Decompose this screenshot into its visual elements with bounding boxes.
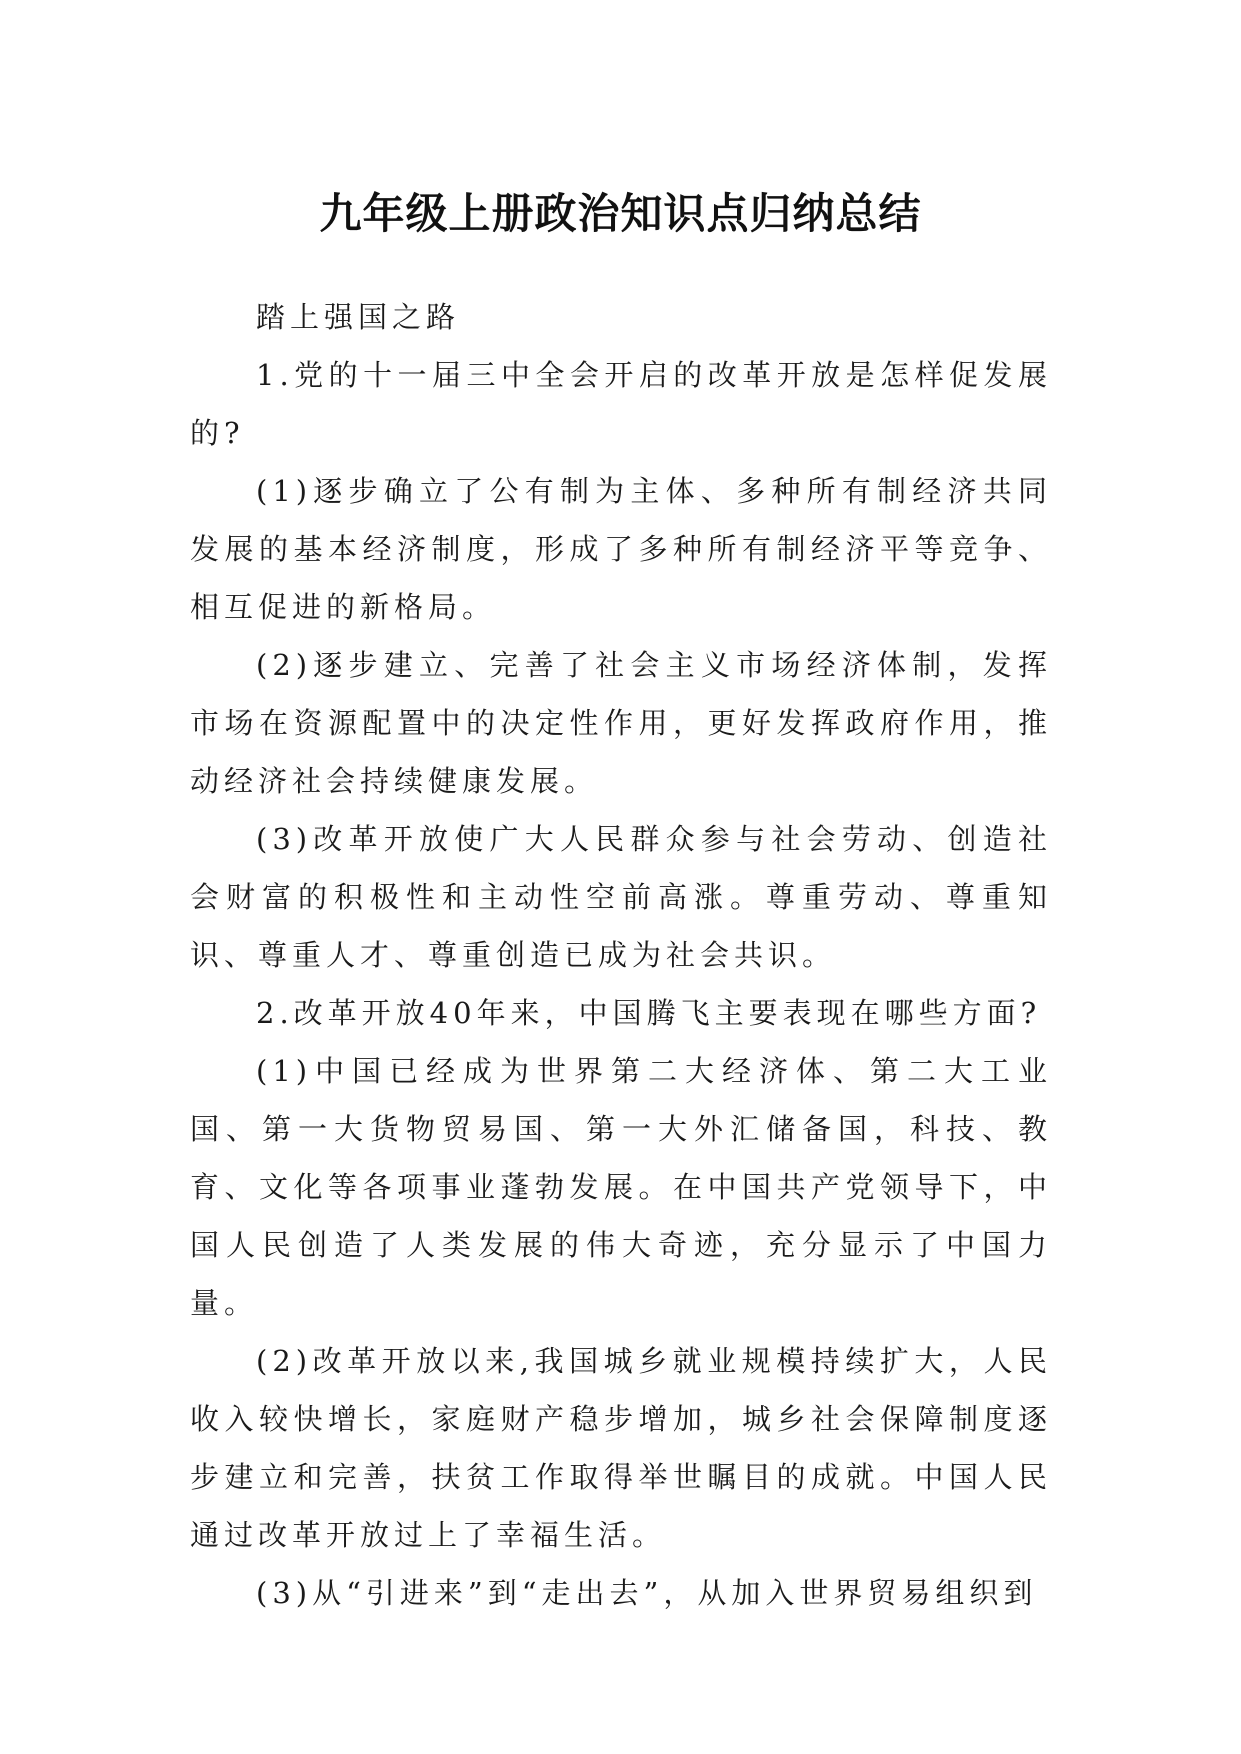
answer-1-point-1: (1)逐步确立了公有制为主体、多种所有制经济共同发展的基本经济制度，形成了多种所有制经济平等竞争、相互促进的新格局。 (190, 474, 1052, 624)
answer-2-point-1: (1)中国已经成为世界第二大经济体、第二大工业国、第一大货物贸易国、第一大外汇储备国，科技、教育、文化等各项事业蓬勃发展。在中国共产党领导下，中国人民创造了人类发展的伟大奇迹，充分显示了中国力量。 (190, 1054, 1052, 1320)
question-1: 1.党的十一届三中全会开启的改革开放是怎样促发展的? (190, 358, 1052, 450)
document-title: 九年级上册政治知识点归纳总结 (319, 189, 922, 239)
question-2: 2.改革开放40年来，中国腾飞主要表现在哪些方面? (256, 996, 1042, 1030)
answer-1-point-3: (3)改革开放使广大人民群众参与社会劳动、创造社会财富的积极性和主动性空前高涨。尊重劳动、尊重知识、尊重人才、尊重创造已成为社会共识。 (190, 822, 1052, 972)
answer-2-point-2: (2)改革开放以来,我国城乡就业规模持续扩大，人民收入较快增长，家庭财产稳步增加，城乡社会保障制度逐步建立和完善，扶贫工作取得举世瞩目的成就。中国人民通过改革开放过上了幸福生活。 (190, 1344, 1052, 1552)
answer-2-point-3: (3)从“引进来”到“走出去”，从加入世界贸易组织到 (256, 1576, 1038, 1610)
answer-1-point-2: (2)逐步建立、完善了社会主义市场经济体制，发挥市场在资源配置中的决定性作用，更好发挥政府作用，推动经济社会持续健康发展。 (190, 648, 1052, 798)
document-body (190, 288, 1052, 1622)
section-heading: 踏上强国之路 (256, 300, 461, 334)
